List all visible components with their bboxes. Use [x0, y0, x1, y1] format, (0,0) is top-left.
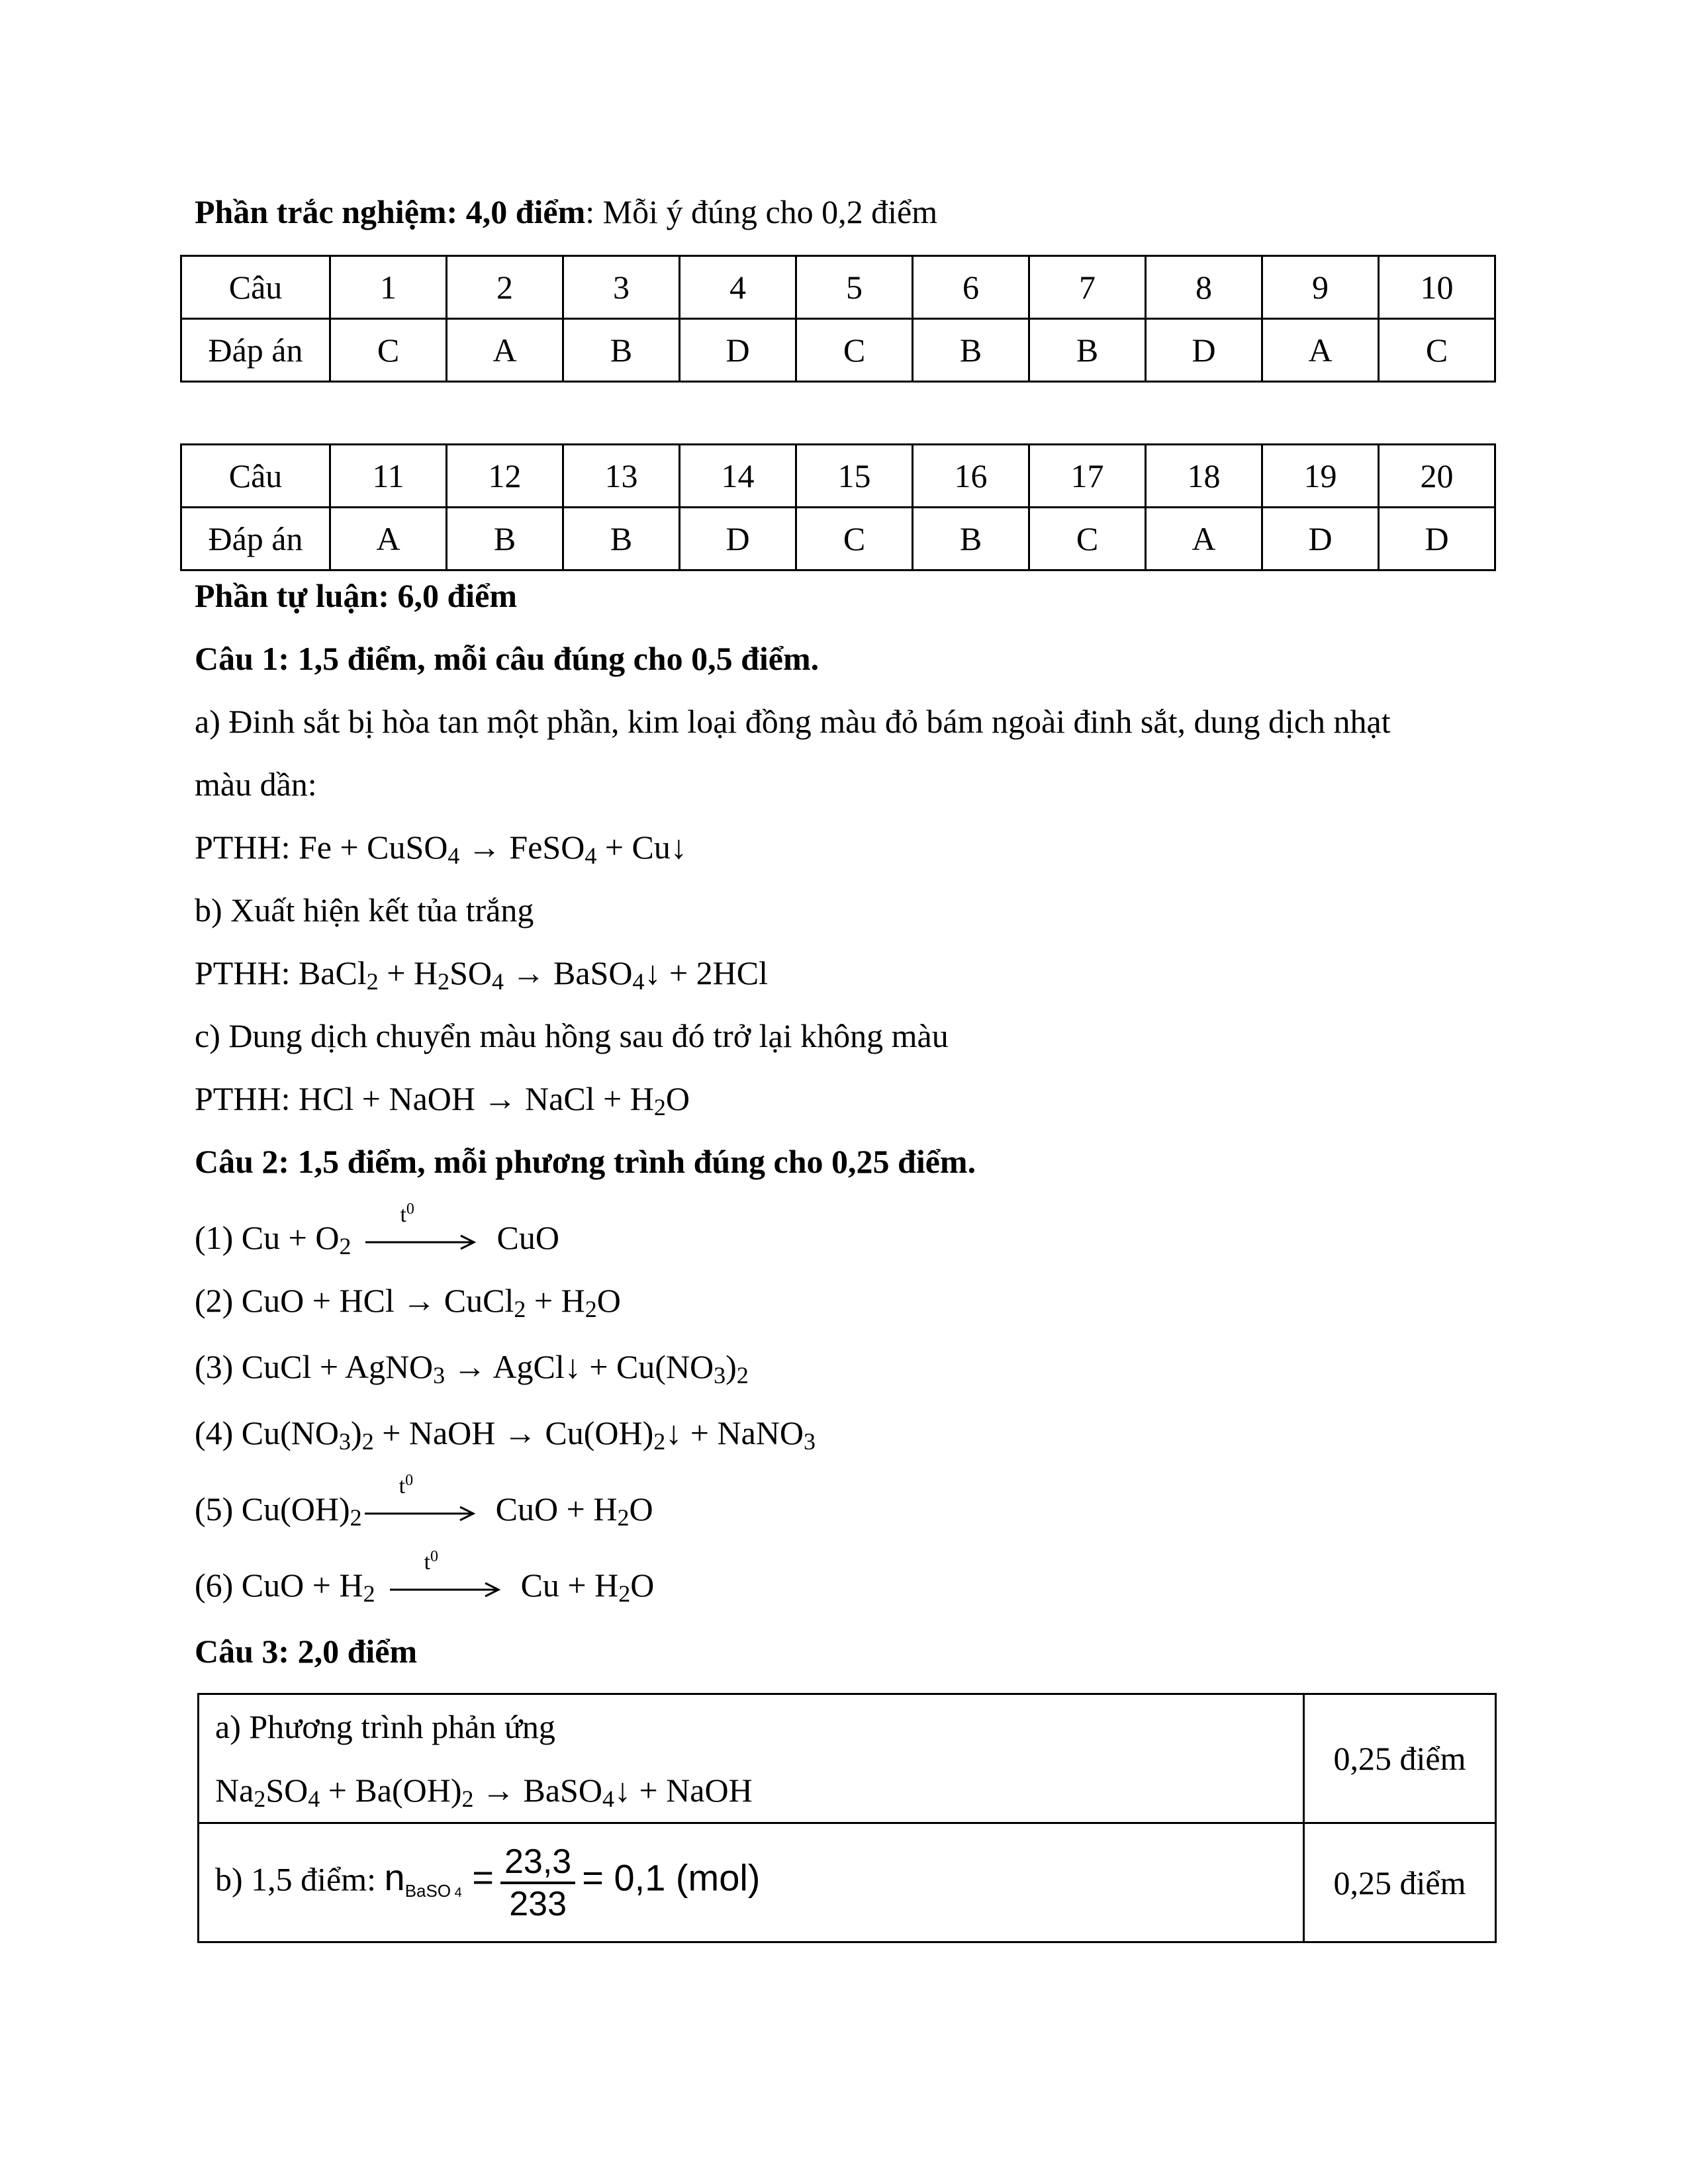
answer-cell: C	[1379, 319, 1495, 382]
question-number: 13	[563, 445, 680, 508]
q3-row-a-content	[199, 1694, 1304, 1823]
answer-cell: B	[447, 508, 563, 570]
table-row	[181, 445, 1495, 508]
table-answer-label: Đáp án	[181, 508, 330, 570]
answer-cell: A	[447, 319, 563, 382]
answer-cell: D	[1262, 508, 1379, 570]
q3-row-a-equation: $Na_2SO_4 + Ba(OH)_2$ → BaSO$_4$↓ + NaOH	[215, 1772, 753, 1812]
question-number: 10	[1379, 256, 1495, 319]
question-number: 20	[1379, 445, 1495, 508]
answer-cell: B	[563, 508, 680, 570]
question-number: 17	[1029, 445, 1146, 508]
q3-row-b-prefix: b) 1,5 điểm:	[215, 1860, 377, 1897]
table-row	[181, 256, 1495, 319]
q3-row-b-content	[199, 1823, 1304, 1942]
q1-b-text: b) Xuất hiện kết tủa trắng	[195, 891, 534, 929]
question-number: 6	[913, 256, 1029, 319]
question-number: 3	[563, 256, 680, 319]
question-number: 7	[1029, 256, 1146, 319]
mc-heading-normal: : Mỗi ý đúng cho 0,2 điểm	[585, 193, 938, 230]
heat-arrow	[390, 1547, 502, 1606]
table-row	[181, 319, 1495, 382]
q3-row-b-result: = 0,1 (mol)	[582, 1856, 761, 1898]
heat-arrow	[365, 1200, 478, 1258]
mc-heading-bold: Phần trắc nghiệm: 4,0 điểm	[195, 193, 586, 230]
q3-fraction	[500, 1842, 575, 1924]
question-number: 5	[796, 256, 913, 319]
answer-cell: C	[1029, 508, 1146, 570]
q3-heading: Câu 3: 2,0 điểm	[195, 1633, 418, 1670]
q1-a-text-2: màu dần:	[195, 766, 317, 803]
question-number: 15	[796, 445, 913, 508]
answer-cell: B	[1029, 319, 1146, 382]
heat-label: $t^0$	[424, 1547, 439, 1574]
answer-cell: C	[330, 319, 447, 382]
question-number: 4	[680, 256, 796, 319]
q1-equation-b: PTHH: BaCl$_2$ + $H_2SO_4$ → BaSO$_4$↓ + 2HCl	[195, 954, 769, 995]
table-row	[199, 1823, 1496, 1942]
question-number: 2	[447, 256, 563, 319]
table-row	[181, 508, 1495, 570]
q2-equation-5: (5) $Cu(OH)_2$ $t^0$ CuO + $H_2O$	[195, 1471, 653, 1531]
q2-equation-2: (2) CuO + HCl → CuCl$_2$ + $H_2O$	[195, 1282, 621, 1322]
answer-cell: C	[796, 508, 913, 570]
mc-heading	[195, 192, 937, 232]
q2-heading: Câu 2: 1,5 điểm, mỗi phương trình đúng cho 0,25 điểm.	[195, 1143, 976, 1180]
answer-cell: D	[1146, 319, 1262, 382]
answer-cell: C	[796, 319, 913, 382]
question-number: 12	[447, 445, 563, 508]
table-header-label: Câu	[181, 445, 330, 508]
question-number: 8	[1146, 256, 1262, 319]
answer-cell: D	[1379, 508, 1495, 570]
question-number: 19	[1262, 445, 1379, 508]
essay-heading: Phần tự luận: 6,0 điểm	[195, 577, 518, 614]
q3-row-b-score: 0,25 điểm	[1304, 1823, 1496, 1942]
answer-cell: D	[680, 319, 796, 382]
table-header-label: Câu	[181, 256, 330, 319]
q3-fraction-denominator: 233	[509, 1884, 567, 1923]
answer-table-2	[180, 443, 1496, 571]
question-number: 14	[680, 445, 796, 508]
q3-fraction-numerator: 23,3	[500, 1842, 575, 1884]
q2-equation-3: (3) CuCl + AgNO$_3$ → AgCl↓ + $Cu(NO_3)_2$	[195, 1348, 749, 1388]
q1-c-text: c) Dung dịch chuyển màu hồng sau đó trở lại không màu	[195, 1017, 949, 1054]
question-number: 9	[1262, 256, 1379, 319]
answer-cell: A	[1146, 508, 1262, 570]
answer-cell: D	[680, 508, 796, 570]
answer-cell: A	[1262, 319, 1379, 382]
table-row	[199, 1694, 1496, 1823]
q1-a-text-1: a) Đinh sắt bị hòa tan một phần, kim loại đồng màu đỏ bám ngoài đinh sắt, dung dịch nhạt	[195, 703, 1391, 740]
table-answer-label: Đáp án	[181, 319, 330, 382]
answer-table-1	[180, 255, 1496, 383]
question-number: 18	[1146, 445, 1262, 508]
q3-row-a-title: a) Phương trình phản ứng	[215, 1708, 555, 1745]
q2-equation-1: (1) $Cu + O_2$ $t^0$ CuO	[195, 1200, 559, 1259]
answer-cell: B	[913, 319, 1029, 382]
question-number: 11	[330, 445, 447, 508]
answer-cell: B	[913, 508, 1029, 570]
heat-label: $t^0$	[400, 1200, 414, 1227]
q1-equation-a: PTHH: Fe + CuSO$_4$ → FeSO$_4$ + Cu↓	[195, 829, 687, 869]
q1-equation-c: PTHH: HCl + NaOH → NaCl + $H_2O$	[195, 1080, 690, 1120]
q3-row-a-score: 0,25 điểm	[1304, 1694, 1496, 1823]
q3-mol-symbol: nBaSO 4 =	[384, 1856, 494, 1901]
q3-score-table	[197, 1693, 1497, 1943]
q1-heading: Câu 1: 1,5 điểm, mỗi câu đúng cho 0,5 điểm.	[195, 640, 820, 677]
q2-equation-6: (6) CuO + $H_2$ $t^0$ $Cu + H_2O$	[195, 1547, 655, 1607]
heat-label: $t^0$	[399, 1471, 414, 1498]
question-number: 16	[913, 445, 1029, 508]
q2-equation-4: (4) $Cu(NO_3)_2$ + NaOH → $Cu(OH)_2↓$ + NaNO$_3$	[195, 1414, 816, 1455]
answer-cell: A	[330, 508, 447, 570]
answer-cell: B	[563, 319, 680, 382]
question-number: 1	[330, 256, 447, 319]
heat-arrow	[365, 1471, 477, 1529]
